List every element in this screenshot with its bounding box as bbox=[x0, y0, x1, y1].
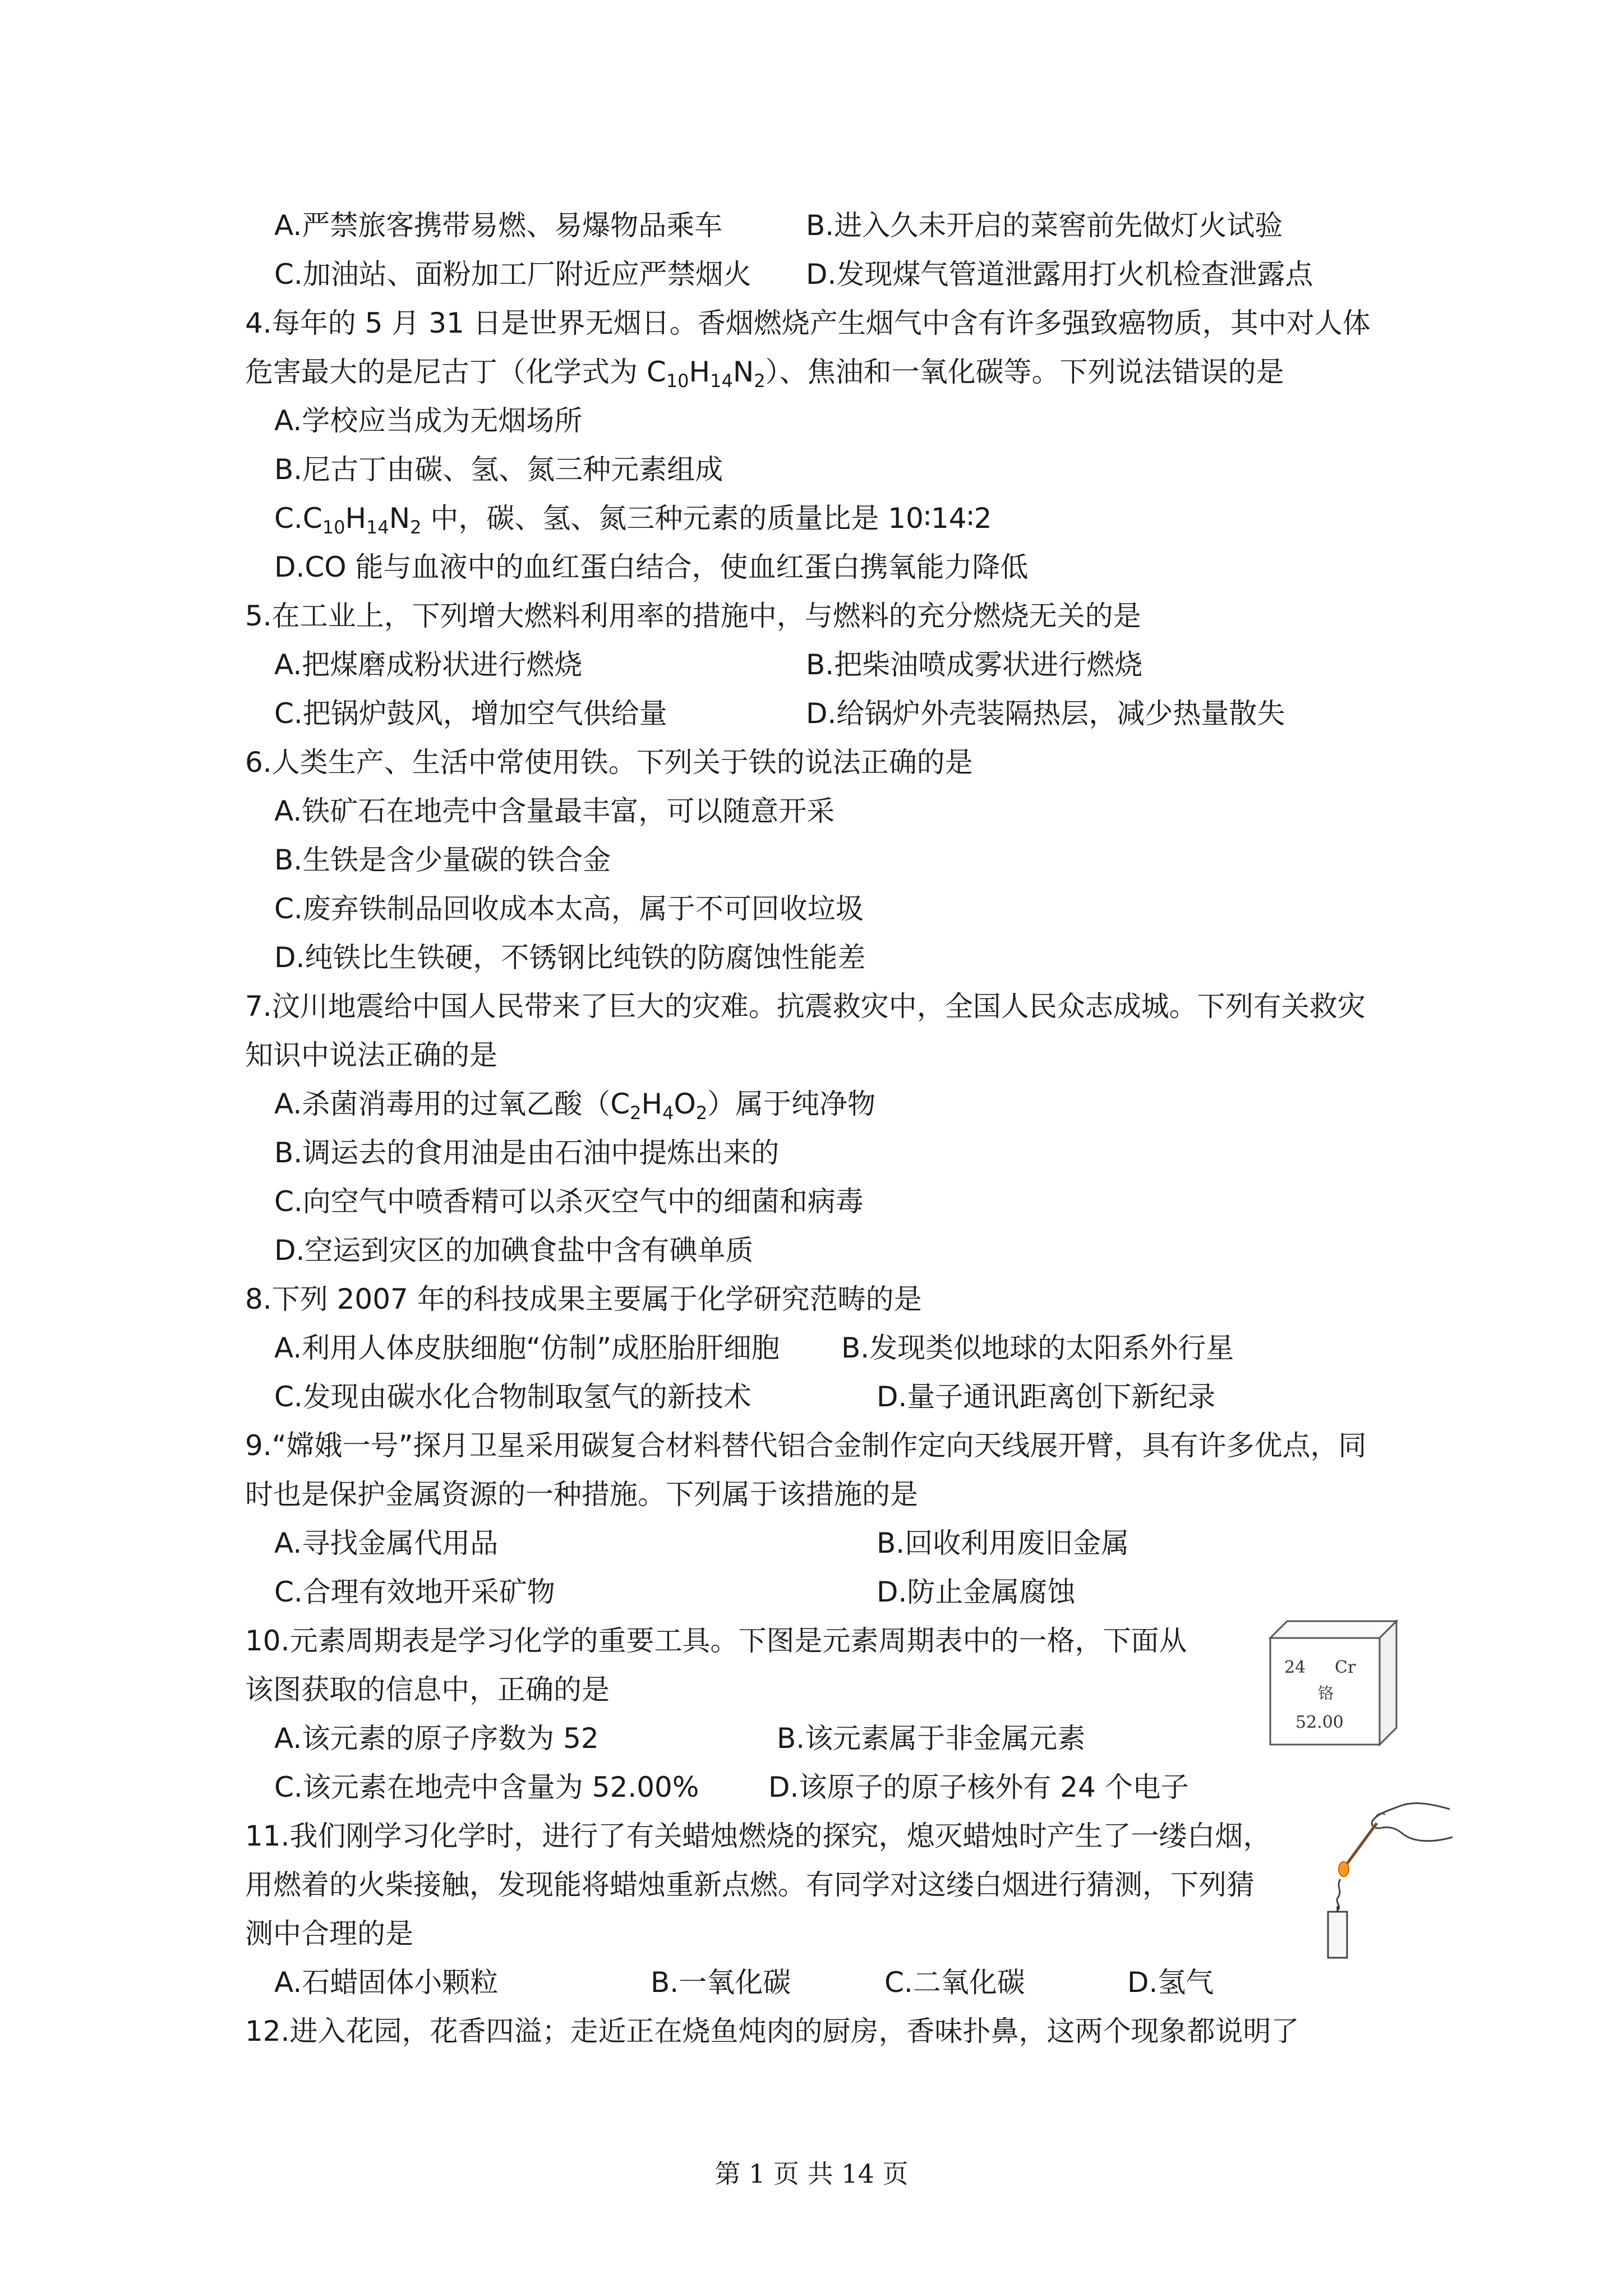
q9-option-b: B.回收利用废旧金属 bbox=[877, 1527, 1129, 1559]
q11-stem-line1: 11.我们刚学习化学时，进行了有关蜡烛燃烧的探究，熄灭蜡烛时产生了一缕白烟， bbox=[245, 1820, 1271, 1852]
q7-sub: 2 bbox=[695, 1102, 708, 1124]
q5-option-d: D.给锅炉外壳装隔热层，减少热量散失 bbox=[806, 697, 1285, 730]
q4-text: ）、焦油和一氧化碳等。下列说法错误的是 bbox=[765, 356, 1284, 388]
q7-text: H bbox=[641, 1088, 663, 1120]
q11-option-c: C.二氧化碳 bbox=[884, 1966, 1025, 1999]
q5-stem: 5.在工业上，下列增大燃料利用率的措施中，与燃料的充分燃烧无关的是 bbox=[245, 600, 1141, 632]
q7-stem-line2: 知识中说法正确的是 bbox=[245, 1039, 497, 1071]
q11-option-b: B.一氧化碳 bbox=[651, 1966, 791, 1999]
q7-option-c: C.向空气中喷香精可以杀灭空气中的细菌和病毒 bbox=[274, 1185, 864, 1218]
q3-option-b: B.进入久未开启的菜窖前先做灯火试验 bbox=[806, 209, 1283, 242]
q7-stem-line1: 7.汶川地震给中国人民带来了巨大的灾难。抗震救灾中，全国人民众志成城。下列有关救灾 bbox=[245, 990, 1366, 1023]
q10-stem-line1: 10.元素周期表是学习化学的重要工具。下图是元素周期表中的一格，下面从 bbox=[245, 1625, 1187, 1657]
q7-option-a bbox=[274, 1086, 875, 1122]
q10-option-b: B.该元素属于非金属元素 bbox=[777, 1722, 1086, 1755]
q5-option-b: B.把柴油喷成雾状进行燃烧 bbox=[806, 648, 1143, 681]
q11-stem-line2: 用燃着的火柴接触，发现能将蜡烛重新点燃。有同学对这缕白烟进行猜测，下列猜 bbox=[245, 1869, 1255, 1901]
cell-element-symbol: Cr bbox=[1335, 1658, 1356, 1677]
q3-option-d: D.发现煤气管道泄露用打火机检查泄露点 bbox=[806, 258, 1313, 291]
q11-option-a: A.石蜡固体小颗粒 bbox=[274, 1966, 499, 1999]
q6-option-b: B.生铁是含少量碳的铁合金 bbox=[274, 844, 611, 876]
page-footer bbox=[0, 2157, 1623, 2191]
q4-text: C.C bbox=[274, 502, 322, 535]
q4-sub: 14 bbox=[366, 517, 389, 538]
q8-option-c: C.发现由碳水化合物制取氢气的新技术 bbox=[274, 1381, 751, 1413]
candle-match-illustration bbox=[1307, 1789, 1458, 1961]
q10-option-a: A.该元素的原子序数为 52 bbox=[274, 1722, 599, 1755]
q10-option-d: D.该原子的原子核外有 24 个电子 bbox=[768, 1771, 1189, 1803]
match-flame-icon bbox=[1339, 1862, 1349, 1876]
q7-option-d: D.空运到灾区的加碘食盐中含有碘单质 bbox=[274, 1234, 754, 1267]
cell-element-name: 铬 bbox=[1318, 1684, 1334, 1703]
q11-option-d: D.氢气 bbox=[1127, 1966, 1214, 1999]
q11-stem-line3: 测中合理的是 bbox=[245, 1917, 413, 1950]
q4-text: 中，碳、氢、氮三种元素的质量比是 10∶14∶2 bbox=[421, 502, 992, 535]
footer-suffix: 页 bbox=[882, 2159, 909, 2189]
q4-text: N bbox=[389, 502, 411, 535]
q7-text: O bbox=[674, 1088, 696, 1120]
cell-atomic-mass: 52.00 bbox=[1295, 1713, 1344, 1732]
footer-page-number: 1 bbox=[749, 2159, 766, 2189]
footer-prefix: 第 bbox=[714, 2159, 741, 2189]
q10-option-c: C.该元素在地壳中含量为 52.00% bbox=[274, 1771, 699, 1803]
q4-stem-line2 bbox=[245, 354, 1284, 390]
q4-option-b: B.尼古丁由碳、氢、氮三种元素组成 bbox=[274, 453, 723, 486]
match-stick-icon bbox=[1346, 1823, 1377, 1865]
periodic-table-cell-figure bbox=[1265, 1616, 1402, 1750]
q4-sub: 2 bbox=[410, 517, 422, 538]
q9-option-a: A.寻找金属代用品 bbox=[274, 1527, 499, 1559]
q9-option-c: C.合理有效地开采矿物 bbox=[274, 1576, 555, 1608]
q10-stem-line2: 该图获取的信息中，正确的是 bbox=[245, 1673, 610, 1706]
q3-option-c: C.加油站、面粉加工厂附近应严禁烟火 bbox=[274, 258, 751, 291]
q3-option-a: A.严禁旅客携带易燃、易爆物品乘车 bbox=[274, 209, 723, 242]
q4-stem-line1: 4.每年的 5 月 31 日是世界无烟日。香烟燃烧产生烟气中含有许多强致癌物质，其中对人体 bbox=[245, 307, 1371, 339]
q8-option-a: A.利用人体皮肤细胞“仿制”成胚胎肝细胞 bbox=[274, 1332, 780, 1364]
q4-sub: 14 bbox=[710, 370, 733, 392]
q4-text: H bbox=[689, 356, 711, 388]
q4-sub: 2 bbox=[754, 370, 766, 392]
q7-sub: 2 bbox=[630, 1102, 642, 1124]
q4-text: H bbox=[345, 502, 367, 535]
cell-side-face bbox=[1380, 1621, 1396, 1745]
cell-atomic-number: 24 bbox=[1284, 1658, 1306, 1677]
cell-top-face bbox=[1270, 1621, 1396, 1638]
candle-icon bbox=[1328, 1912, 1347, 1958]
q8-stem: 8.下列 2007 年的科技成果主要属于化学研究范畴的是 bbox=[245, 1283, 922, 1315]
smoke-icon bbox=[1337, 1879, 1340, 1910]
q4-sub: 10 bbox=[666, 370, 689, 392]
footer-middle: 页 共 bbox=[773, 2159, 833, 2189]
hand-icon bbox=[1372, 1803, 1453, 1841]
q8-option-d: D.量子通讯距离创下新纪录 bbox=[877, 1381, 1216, 1413]
footer-total-pages: 14 bbox=[841, 2159, 874, 2189]
q5-option-c: C.把锅炉鼓风，增加空气供给量 bbox=[274, 697, 667, 730]
q6-option-c: C.废弃铁制品回收成本太高，属于不可回收垃圾 bbox=[274, 892, 864, 925]
q8-option-b: B.发现类似地球的太阳系外行星 bbox=[841, 1332, 1234, 1364]
q9-stem-line2: 时也是保护金属资源的一种措施。下列属于该措施的是 bbox=[245, 1478, 918, 1511]
q5-option-a: A.把煤磨成粉状进行燃烧 bbox=[274, 648, 583, 681]
q7-sub: 4 bbox=[662, 1102, 674, 1124]
q6-option-a: A.铁矿石在地壳中含量最丰富，可以随意开采 bbox=[274, 795, 835, 827]
q9-option-d: D.防止金属腐蚀 bbox=[877, 1576, 1076, 1608]
q7-text: A.杀菌消毒用的过氧乙酸（C bbox=[274, 1088, 630, 1120]
q6-stem: 6.人类生产、生活中常使用铁。下列关于铁的说法正确的是 bbox=[245, 746, 973, 779]
q7-option-b: B.调运去的食用油是由石油中提炼出来的 bbox=[274, 1137, 780, 1169]
q12-stem-line1: 12.进入花园，花香四溢；走近正在烧鱼炖肉的厨房，香味扑鼻，这两个现象都说明了 bbox=[245, 2015, 1299, 2047]
q4-text: N bbox=[732, 356, 754, 388]
q7-text: ）属于纯净物 bbox=[707, 1088, 876, 1120]
q4-option-a: A.学校应当成为无烟场所 bbox=[274, 404, 583, 437]
q6-option-d: D.纯铁比生铁硬，不锈钢比纯铁的防腐蚀性能差 bbox=[274, 941, 866, 974]
q4-sub: 10 bbox=[322, 517, 345, 538]
q4-option-d: D.CO 能与血液中的血红蛋白结合，使血红蛋白携氧能力降低 bbox=[274, 551, 1029, 583]
q4-option-c bbox=[274, 500, 992, 536]
q9-stem-line1: 9.“嫦娥一号”探月卫星采用碳复合材料替代铝合金制作定向天线展开臂，具有许多优点，同 bbox=[245, 1429, 1367, 1462]
q4-text: 危害最大的是尼古丁（化学式为 C bbox=[245, 356, 666, 388]
